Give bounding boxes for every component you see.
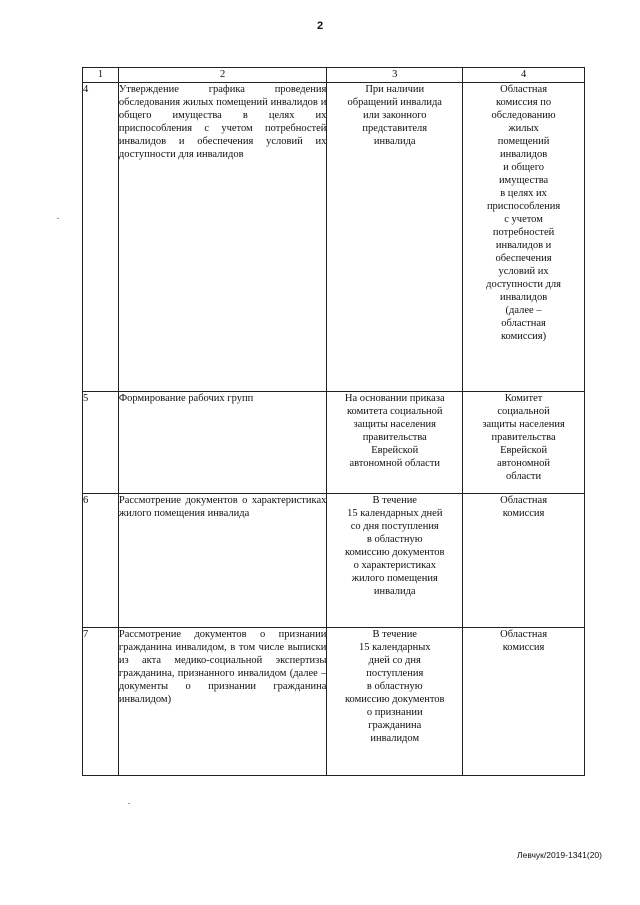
column-header: 4 <box>463 68 585 83</box>
action-cell <box>118 392 327 494</box>
row-number: 7 <box>83 628 119 776</box>
term-text: При наличии обращений инвалида или законного представителя инвалида <box>347 84 442 147</box>
column-header: 2 <box>118 68 327 83</box>
table-row <box>83 83 585 392</box>
action-text: Рассмотрение документов о характеристиках жилого помещения инвалида <box>118 495 327 519</box>
term-text: В течение 15 календарных дней со дня поступления в областную комиссию документов о характеристиках жилого помещения инвалида <box>344 495 445 597</box>
document-code: Левчук/2019-1341(20) <box>517 850 602 860</box>
responsible-text: Областная комиссия <box>500 629 548 653</box>
schedule-table <box>82 67 585 776</box>
scan-speck <box>128 803 130 804</box>
term-cell <box>327 628 463 776</box>
row-number: 5 <box>83 392 119 494</box>
table-row <box>83 494 585 628</box>
responsible-text: Областная комиссия по обследованию жилых помещений инвалидов и общего имущества в целях их приспособления с учетом потребностей инвалидов и обеспечения условий их доступности для инвалидов (далее – областная комиссия) <box>486 84 561 342</box>
action-text: Формирование рабочих групп <box>118 393 254 404</box>
action-cell <box>118 494 327 628</box>
term-cell <box>327 83 463 392</box>
term-text: На основании приказа комитета социальной защиты населения правительства Еврейской автономной области <box>344 393 445 469</box>
action-text: Утверждение графика проведения обследования жилых помещений инвалидов и общего имущества в целях их приспособления с учетом потребностей инвалидов и обеспечения условий их доступности для инвалидов <box>118 84 327 160</box>
responsible-cell <box>463 392 585 494</box>
header-row <box>83 68 585 83</box>
term-cell <box>327 494 463 628</box>
responsible-cell <box>463 83 585 392</box>
action-cell <box>118 83 327 392</box>
action-cell <box>118 628 327 776</box>
term-text: В течение 15 календарных дней со дня поступления в областную комиссию документов о признании гражданина инвалидом <box>344 629 445 744</box>
responsible-cell <box>463 628 585 776</box>
page-number: 2 <box>316 20 324 32</box>
column-header: 3 <box>327 68 463 83</box>
column-header: 1 <box>83 68 119 83</box>
responsible-text: Комитет социальной защиты населения правительства Еврейской автономной области <box>482 393 565 482</box>
responsible-cell <box>463 494 585 628</box>
scan-speck <box>57 218 59 219</box>
row-number: 6 <box>83 494 119 628</box>
responsible-text: Областная комиссия <box>500 495 548 519</box>
table-row <box>83 392 585 494</box>
term-cell <box>327 392 463 494</box>
action-text: Рассмотрение документов о признании гражданина инвалидом, в том числе выписки из акта медико-социальной экспертизы гражданина, признанного инвалидом (далее – документы о признании гражданина инвалидом) <box>118 629 327 705</box>
table-row <box>83 628 585 776</box>
row-number: 4 <box>83 83 119 392</box>
